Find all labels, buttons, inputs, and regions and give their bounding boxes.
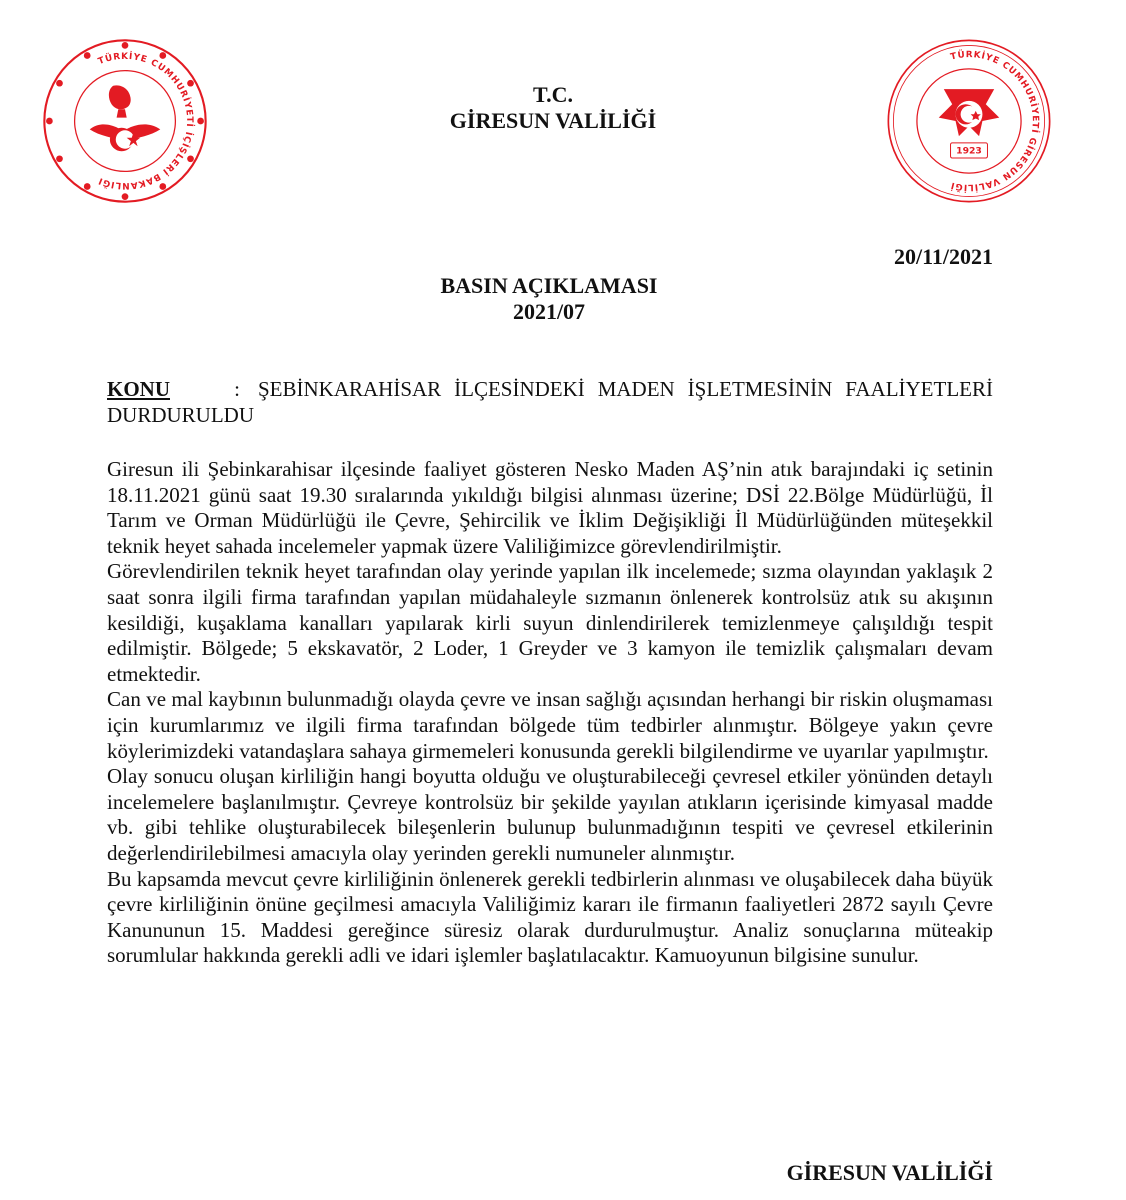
svg-text:1923: 1923	[956, 145, 982, 157]
paragraph: Görevlendirilen teknik heyet tarafından olay yerinde yapılan ilk incelemede; sızma olayından yaklaşık 2 saat sonra ilgili firma tarafından yapılan müdahaleyle sızmanın önlenerek kontrolsüz atık su akışının kesildiği, kuşaklama kanalları yapılarak kirli suyun dinlendirilerek temizlenmeye çalışıldığı tespit edilmiştir. Bölgede; 5 ekskavatör, 2 Loder, 1 Greyder ve 3 kamyon ile temizlik çalışmaları devam etmektedir.	[107, 559, 993, 686]
release-date: 20/11/2021	[893, 244, 993, 269]
body-text	[107, 457, 993, 969]
paragraph: Can ve mal kaybının bulunmadığı olayda çevre ve insan sağlığı açısından herhangi bir riskin oluşmaması için kurumlarımız ve ilgili firma tarafından bölgede tüm tedbirler alınmıştır. Bölgeye yakın çevre köylerimizdeki vatandaşlara sahaya girmemeleri konusunda gerekli bilgilendirme ve uyarılar yapılmıştır.	[107, 687, 993, 763]
svg-text:TÜRKİYE CUMHURİYETİ GİRESUN VA: TÜRKİYE CUMHURİYETİ GİRESUN VALİLİĞİ	[949, 50, 1040, 192]
subject-separator: :	[234, 377, 240, 401]
header-tc: T.C.	[533, 82, 573, 107]
svg-text:TÜRKİYE CUMHURİYETİ İÇİŞLERİ B: TÜRKİYE CUMHURİYETİ İÇİŞLERİ BAKANLIĞI	[96, 51, 195, 191]
governorship-seal-graphic	[885, 37, 1053, 205]
document-title: BASIN AÇIKLAMASI	[440, 273, 658, 298]
subject-label: KONU	[107, 377, 170, 401]
signature: GİRESUN VALİLİĞİ	[786, 1160, 993, 1185]
paragraph: Olay sonucu oluşan kirliliğin hangi boyutta olduğu ve oluşturabileceği çevresel etkiler yönünden detaylı incelemelere başlanılmıştır. Çevreye kontrolsüz bir şekilde yayılan atıkların içerisinde kimyasal madde vb. gibi tehlike oluşturabilecek bileşenlerin bulunup bulunmadığının tespiti ve çevresel etkilerinin değerlendirilebilmesi amacıyla olay yerinden gerekli numuneler alınmıştır.	[107, 764, 993, 865]
document-number: 2021/07	[512, 299, 586, 324]
subject-block	[107, 377, 993, 428]
giresun-governorship-seal-icon	[885, 37, 1053, 205]
header-governorship: GİRESUN VALİLİĞİ	[449, 108, 657, 133]
paragraph: Bu kapsamda mevcut çevre kirliliğinin önlenerek gerekli tedbirlerin alınması ve oluşabilecek daha büyük çevre kirliliğinin önüne geçilmesi amacıyla Valiliğimiz kararı ile firmanın faaliyetleri 2872 sayılı Çevre Kanununun 15. Maddesi gereğince süresiz olarak durdurulmuştur. Analiz sonuçlarına müteakip sorumlular hakkında gerekli adli ve idari işlemler başlatılacaktır. Kamuoyunun bilgisine sunulur.	[107, 866, 993, 968]
subject-text: ŞEBİNKARAHİSAR İLÇESİNDEKİ MADEN İŞLETMESİNİN FAALİYETLERİ DURDURULDU	[107, 377, 993, 427]
paragraph: Giresun ili Şebinkarahisar ilçesinde faaliyet gösteren Nesko Maden AŞ’nin atık barajındaki iç setinin 18.11.2021 günü saat 19.30 sıralarında yıkıldığı bilgisi alınması üzerine; DSİ 22.Bölge Müdürlüğü, İl Tarım ve Orman Müdürlüğü ile Çevre, Şehircilik ve İklim Değişikliği İl Müdürlüğünden müteşekkil teknik heyet sahada incelemeler yapmak üzere Valiliğimizce görevlendirilmiştir.	[107, 457, 993, 558]
